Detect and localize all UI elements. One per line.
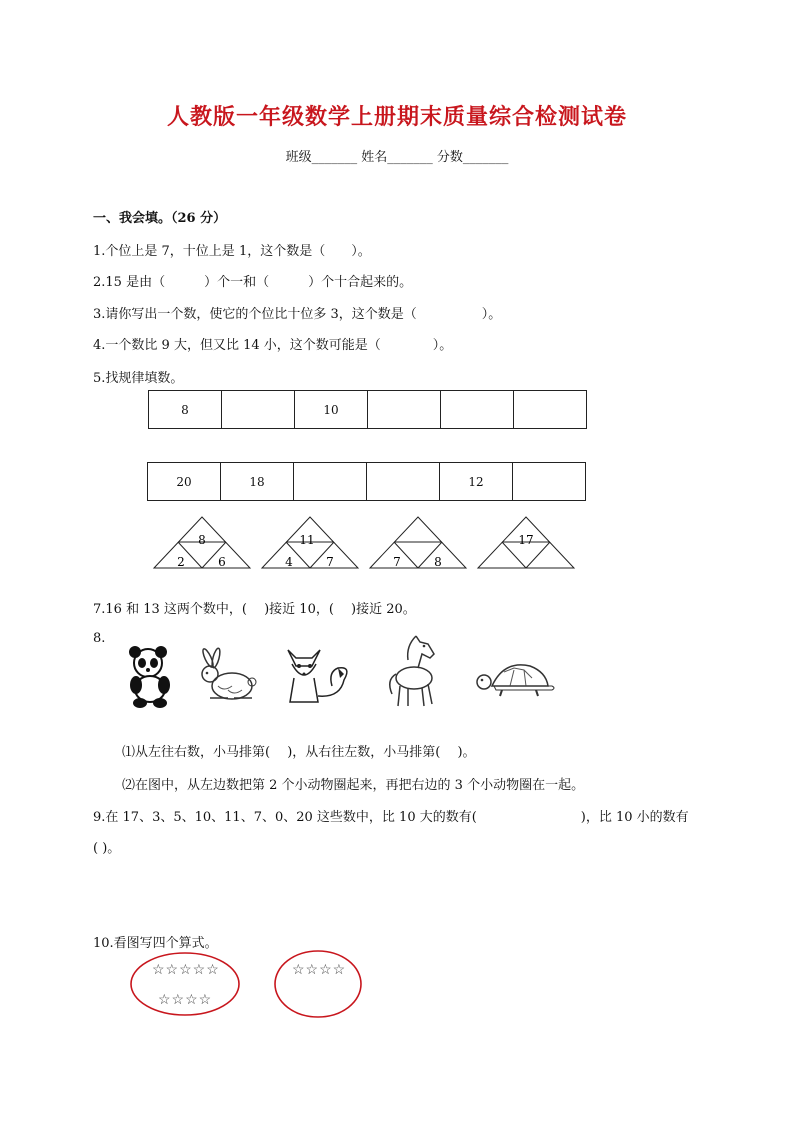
triangle-top-number: 17 [518, 533, 534, 547]
fox-icon [282, 646, 358, 708]
rabbit-icon [188, 648, 260, 703]
question-4: 4.一个数比 9 大，但又比 14 小，这个数可能是（ ）。 [93, 338, 453, 353]
star-row: ☆☆☆☆ [158, 992, 213, 1008]
triangle-top-number: 11 [299, 533, 315, 547]
triangle-right-number: 6 [218, 555, 226, 569]
question-10: 10.看图写四个算式。 [93, 936, 218, 951]
question-7: 7.16 和 13 这两个数中，( )接近 10，( )接近 20。 [93, 602, 416, 617]
star-row: ☆☆☆☆☆ [152, 962, 220, 978]
triangle-2 [262, 517, 358, 569]
sequence-cell: 18 [221, 463, 294, 501]
sequence-cell [222, 391, 295, 429]
panda-icon [122, 645, 192, 710]
triangle-diagrams [154, 515, 574, 570]
question-8: 8. [93, 631, 106, 646]
sequence-cell: 12 [440, 463, 513, 501]
triangle-3 [370, 517, 466, 569]
sequence-cell: 10 [295, 391, 368, 429]
student-info-line: 班级_______ 姓名_______ 分数_______ [285, 150, 509, 165]
sequence-cell [513, 463, 586, 501]
triangle-left-number: 7 [393, 555, 401, 569]
sequence-cell: 20 [148, 463, 221, 501]
sequence-cell: 8 [149, 391, 222, 429]
question-9: 9.在 17、3、5、10、11、7、0、20 这些数中，比 10 大的数有( )，比 10 小的数有 [93, 810, 689, 825]
question-2: 2.15 是由（ ）个一和（ ）个十合起来的。 [93, 275, 413, 290]
question-3: 3.请你写出一个数，使它的个位比十位多 3，这个数是（ ）。 [93, 307, 502, 322]
triangle-left-number: 2 [177, 555, 185, 569]
star-group-ellipse-2 [272, 948, 364, 1020]
triangle-right-number: 8 [434, 555, 442, 569]
triangle-1 [154, 517, 250, 569]
triangle-left-number: 4 [285, 555, 293, 569]
question-8-part-1: ⑴从左往右数，小马排第( )，从右往左数，小马排第( )。 [122, 745, 476, 760]
turtle-icon [474, 660, 558, 700]
sequence-table-1 [148, 390, 587, 429]
triangle-right-number: 7 [326, 555, 334, 569]
sequence-table-2 [147, 462, 586, 501]
page-title: 人教版一年级数学上册期末质量综合检测试卷 [166, 105, 627, 130]
horse-icon [388, 632, 448, 710]
question-8-part-2: ⑵在图中，从左边数把第 2 个小动物圈起来，再把右边的 3 个小动物圈在一起。 [122, 778, 585, 793]
sequence-cell [441, 391, 514, 429]
star-row: ☆☆☆☆ [292, 962, 347, 978]
sequence-cell [368, 391, 441, 429]
triangle-top-number: 8 [198, 533, 206, 547]
triangle-4 [478, 517, 574, 568]
sequence-cell [367, 463, 440, 501]
question-1: 1.个位上是 7，十位上是 1，这个数是（ ）。 [93, 244, 371, 259]
question-5: 5.找规律填数。 [93, 371, 184, 386]
section-heading: 一、我会填。（26 分） [93, 211, 227, 226]
sequence-cell [294, 463, 367, 501]
question-9-continued: ( )。 [93, 841, 121, 856]
sequence-cell [514, 391, 587, 429]
